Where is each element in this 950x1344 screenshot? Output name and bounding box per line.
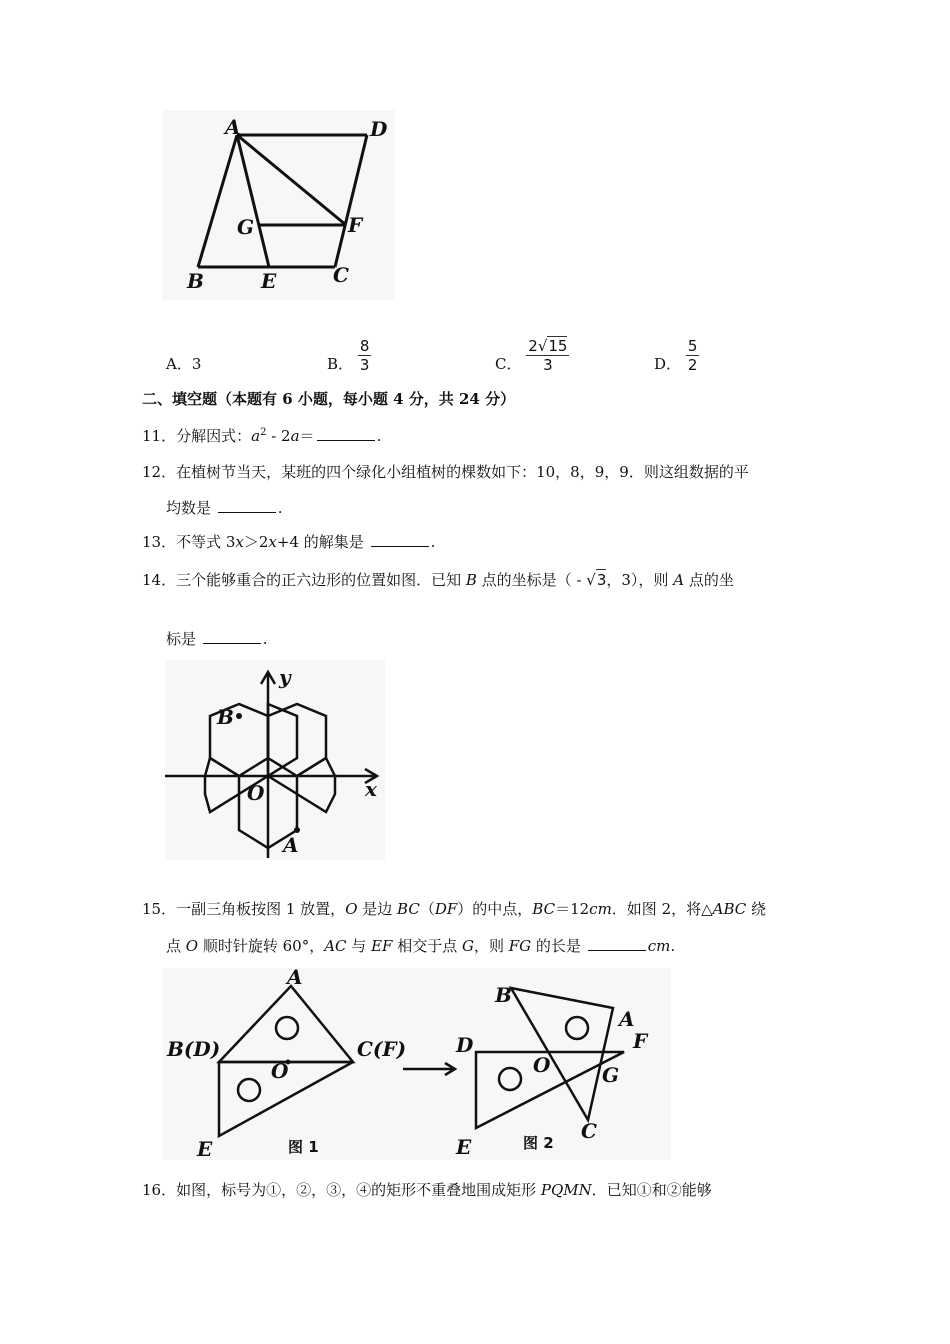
q15-fg: FG <box>508 937 532 955</box>
q16-text-a: 如图，标号为①，②，③，④的矩形不重叠地围成矩形 <box>176 1181 541 1199</box>
q13-text-b: +4 的解集是 <box>276 533 364 551</box>
q14-answer-blank[interactable] <box>203 629 261 644</box>
q16-text-b: ．已知①和②能够 <box>591 1181 712 1199</box>
q13-number: 13． <box>142 533 177 551</box>
q14-text-a: 三个能够重合的正六边形的位置如图．已知 <box>176 571 466 589</box>
q15-cm: cm <box>589 900 612 918</box>
fig1-label-o: O <box>271 1059 289 1083</box>
q14-point-b: B <box>465 571 477 589</box>
label-d: D <box>370 117 388 141</box>
q15-figure-svg <box>163 968 671 1160</box>
q15-text-9: 顺时针旋转 60°， <box>198 937 325 955</box>
q14-sqrt: √3 <box>586 571 607 589</box>
q12-end: . <box>277 499 283 517</box>
q12-line2: 均数是 <box>166 499 212 517</box>
point-b <box>236 713 242 719</box>
option-a-label: A． <box>166 355 192 373</box>
fig1-label-e: E <box>197 1137 213 1160</box>
fig2-label-o: O <box>533 1053 551 1077</box>
q11-var-a: a <box>251 427 261 445</box>
option-b-numerator: 8 <box>359 337 370 355</box>
q15-text-8: 点 <box>166 937 186 955</box>
option-b-fraction <box>358 337 372 374</box>
q15-text-6: ．如图 2，将△ <box>611 900 713 918</box>
q15-end: . <box>670 937 676 955</box>
q15-text-13: 的长是 <box>531 937 581 955</box>
q14-point-a: A <box>673 571 685 589</box>
q15-text-1: 一副三角板按图 1 放置， <box>176 900 346 918</box>
option-c-denominator: 3 <box>543 356 553 374</box>
q15-df: DF <box>434 900 458 918</box>
question-12-line2 <box>166 498 283 518</box>
question-13 <box>142 532 435 552</box>
q13-var-x2: x <box>268 533 277 551</box>
label-b: B <box>187 269 204 293</box>
q15-answer-blank[interactable] <box>588 936 646 951</box>
fig1-label-bd: B(D) <box>167 1037 221 1061</box>
section-heading: 二、填空题（本题有 6 小题，每小题 4 分，共 24 分） <box>142 390 516 408</box>
label-o: O <box>247 781 265 805</box>
q11-equals: ＝ <box>299 427 315 445</box>
fig1-hole-lower <box>238 1079 260 1101</box>
option-d-label: D． <box>654 355 682 373</box>
option-b <box>327 328 371 374</box>
q15-o2: O <box>185 937 199 955</box>
option-a-value: 3 <box>191 355 202 373</box>
q15-bc2: BC <box>532 900 556 918</box>
q13-answer-blank[interactable] <box>371 532 429 547</box>
q14-text-b: 点的坐标是（ - <box>476 571 587 589</box>
segment-dc <box>335 135 367 267</box>
question-16 <box>142 1180 712 1200</box>
q12-line1: 在植树节当天，某班的四个绿化小组植树的棵数如下：10，8，9，9．则这组数据的平 <box>176 463 749 481</box>
label-g: G <box>237 215 255 239</box>
segment-ab <box>198 135 237 267</box>
label-x: x <box>365 777 377 801</box>
q15-bc: BC <box>397 900 420 918</box>
q11-var-a2: a <box>290 427 300 445</box>
q11-exponent: 2 <box>260 427 267 438</box>
fig2-hole-upper <box>566 1017 588 1039</box>
option-a <box>166 354 201 374</box>
segment-af <box>237 135 346 225</box>
q15-text-11: 相交于点 <box>392 937 462 955</box>
fig2-label-f: F <box>633 1029 648 1053</box>
q12-answer-blank[interactable] <box>218 498 276 513</box>
q16-pqmn: PQMN <box>540 1181 592 1199</box>
q14-text-d: 点的坐 <box>684 571 734 589</box>
fig2-label-g: G <box>602 1063 620 1087</box>
q13-gt: ＞2 <box>243 533 269 551</box>
option-c-radicand: 15 <box>548 337 568 355</box>
q15-text-2: 是边 <box>357 900 398 918</box>
q15-text-4: ）的中点， <box>457 900 533 918</box>
option-c-numerator: 2√15 <box>528 337 568 355</box>
q10-figure <box>163 110 395 300</box>
q14-radicand: 3 <box>596 571 607 589</box>
q15-g: G <box>461 937 474 955</box>
fig2-hole-lower <box>499 1068 521 1090</box>
fig1-hole-upper <box>276 1017 298 1039</box>
question-14-line2 <box>166 629 268 649</box>
option-c <box>495 328 569 374</box>
option-d-fraction <box>686 337 700 374</box>
fig2-label-b: B <box>495 983 512 1007</box>
fig2-triangle-abc <box>511 988 613 1120</box>
q13-end: . <box>430 533 436 551</box>
fig2-label-c: C <box>581 1119 597 1143</box>
q12-number: 12． <box>142 463 177 481</box>
q15-cm2: cm <box>647 937 671 955</box>
q11-minus: - 2 <box>266 427 291 445</box>
q14-line2: 标是 <box>166 630 197 648</box>
question-15-line2 <box>166 936 675 956</box>
q15-text-10: 与 <box>346 937 372 955</box>
q11-number: 11． <box>142 427 177 445</box>
q15-text-5: ＝12 <box>555 900 590 918</box>
q11-answer-blank[interactable] <box>317 426 375 441</box>
q13-var-x1: x <box>235 533 244 551</box>
q11-text: 分解因式： <box>176 427 252 445</box>
q15-text-3: （ <box>419 900 435 918</box>
option-d <box>654 328 699 374</box>
question-11 <box>142 423 381 446</box>
q14-end: . <box>262 630 268 648</box>
label-f: F <box>348 213 363 237</box>
option-d-numerator: 5 <box>687 337 698 355</box>
q15-ac: AC <box>324 937 347 955</box>
fig1-triangle-abc <box>219 986 353 1062</box>
label-c: C <box>333 263 349 287</box>
q14-figure <box>165 660 385 860</box>
q15-ef: EF <box>371 937 393 955</box>
hexagon-lower-left-edge <box>205 758 239 812</box>
question-15 <box>142 899 766 919</box>
fig2-label-d: D <box>456 1033 474 1057</box>
option-d-denominator: 2 <box>687 356 698 374</box>
q16-number: 16． <box>142 1181 177 1199</box>
q15-text-12: ，则 <box>473 937 509 955</box>
label-a: A <box>225 115 241 139</box>
q13-text-a: 不等式 3 <box>176 533 236 551</box>
label-b: B <box>217 705 234 729</box>
q15-abc: ABC <box>712 900 747 918</box>
fig1-caption: 图 1 <box>288 1138 319 1156</box>
fig1-label-a: A <box>287 968 303 989</box>
fig2-label-e: E <box>456 1135 472 1159</box>
label-e: E <box>261 269 277 293</box>
question-12 <box>142 462 749 482</box>
q15-text-7: 绕 <box>746 900 767 918</box>
segment-ae <box>237 135 269 267</box>
q14-text-c: ，3），则 <box>606 571 674 589</box>
label-a: A <box>283 833 299 857</box>
option-c-coef: 2 <box>528 337 538 355</box>
fig1-label-cf: C(F) <box>357 1037 407 1061</box>
q10-figure-svg <box>163 110 395 300</box>
hexagon-lower-right-edge <box>297 758 335 812</box>
q11-end: . <box>376 427 382 445</box>
option-b-denominator: 3 <box>359 356 370 374</box>
option-c-fraction <box>526 336 569 374</box>
fig2-label-a: A <box>619 1007 635 1031</box>
q14-number: 14． <box>142 571 177 589</box>
option-b-label: B． <box>327 355 354 373</box>
q15-number: 15． <box>142 900 177 918</box>
q15-o: O <box>345 900 358 918</box>
q14-figure-svg <box>165 660 385 860</box>
question-14 <box>142 569 734 590</box>
q15-figure <box>163 968 671 1160</box>
fig2-caption: 图 2 <box>523 1134 554 1152</box>
option-c-label: C． <box>495 355 522 373</box>
label-y: y <box>279 665 291 689</box>
